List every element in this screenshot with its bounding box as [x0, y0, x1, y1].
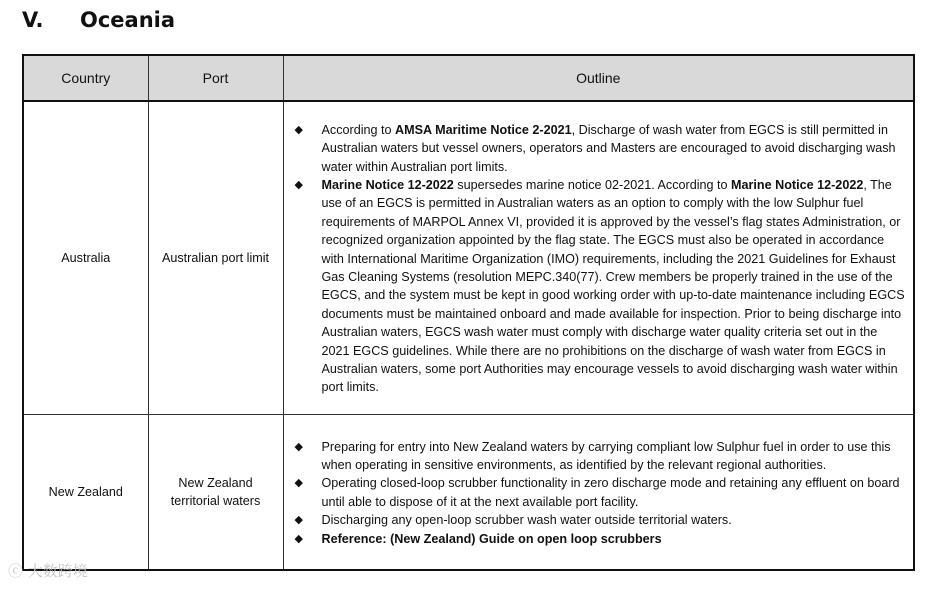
- header-outline: Outline: [283, 55, 914, 101]
- port-cell: New Zealand territorial waters: [148, 414, 283, 570]
- section-heading: [22, 8, 175, 32]
- outline-cell: [283, 414, 914, 570]
- nz-guide-reference: Reference: (New Zealand) Guide on open loop scrubbers: [321, 531, 662, 546]
- section-number: V.: [22, 8, 44, 32]
- list-item: ◆ Marine Notice 12-2022 supersedes marine notice 02-2021. According to Marine Notice 12-2022, The use of an EGCS is permitted in Australian waters as an option to comply with the low Sulphur fuel requirements of MARPOL Annex VI, provided it is approved by the vessel’s flag states Administration, or recognized organization appointed by the flag state. The EGCS must also be operated in accordance with International Maritime Organization (IMO) requirements, including the 2021 Guidelines for Exhaust Gas Cleaning Systems (resolution MEPC.340(77). Crew members be properly trained in the use of the EGCS, and the system must be kept in good working order with up-to-date maintenance including EGCS documents must be maintained onboard and made available for inspection. Prior to being discharge into Australian waters, EGCS wash water must comply with discharge water quality criteria set out in the 2021 EGCS guidelines. While there are no prohibitions on the discharge of wash water from EGCS in Australian waters, some port Authorities may encourage vessels to avoid discharging wash water within port limits.: [294, 177, 905, 395]
- marine-notice-reference: Marine Notice 12-2022: [321, 177, 454, 192]
- header-country: Country: [23, 55, 148, 101]
- table-row: [23, 414, 914, 570]
- country-cell: New Zealand: [23, 414, 148, 570]
- outline-cell: [283, 101, 914, 414]
- watermark: [8, 560, 88, 581]
- diamond-bullet-icon: ◆: [294, 514, 303, 527]
- table-row: [23, 101, 914, 414]
- list-item: ◆ According to AMSA Maritime Notice 2-2021, Discharge of wash water from EGCS is still permitted in Australian waters but vessel owners, operators and Masters are encouraged to avoid discharging wash water within Australian port limits.: [294, 122, 896, 174]
- diamond-bullet-icon: ◆: [294, 477, 303, 490]
- diamond-bullet-icon: ◆: [294, 123, 303, 136]
- list-item: [292, 530, 906, 548]
- header-row: [23, 55, 914, 101]
- watermark-logo-icon: ⓒ: [8, 562, 24, 580]
- outline-list: [292, 438, 906, 548]
- port-cell: Australian port limit: [148, 101, 283, 414]
- diamond-bullet-icon: ◆: [294, 178, 303, 191]
- list-item: ◆ Operating closed-loop scrubber functionality in zero discharge mode and retaining any effluent on board until able to dispose of it at the next available port facility.: [294, 476, 900, 509]
- diamond-bullet-icon: ◆: [294, 532, 303, 545]
- list-item: ◆ Discharging any open-loop scrubber wash water outside territorial waters.: [292, 511, 906, 529]
- marine-notice-reference: Marine Notice 12-2022: [731, 177, 864, 192]
- outline-list: [292, 121, 906, 397]
- section-title: Oceania: [80, 8, 176, 32]
- amsa-notice-reference: AMSA Maritime Notice 2-2021: [395, 122, 572, 137]
- oceania-table: [22, 54, 915, 571]
- country-cell: Australia: [23, 101, 148, 414]
- watermark-text: 大数跨境: [27, 562, 88, 580]
- list-item: ◆ Preparing for entry into New Zealand waters by carrying compliant low Sulphur fuel in order to use this when operating in sensitive environments, as identified by the relevant regional authorities.: [294, 439, 891, 472]
- header-port: Port: [148, 55, 283, 101]
- diamond-bullet-icon: ◆: [294, 440, 303, 453]
